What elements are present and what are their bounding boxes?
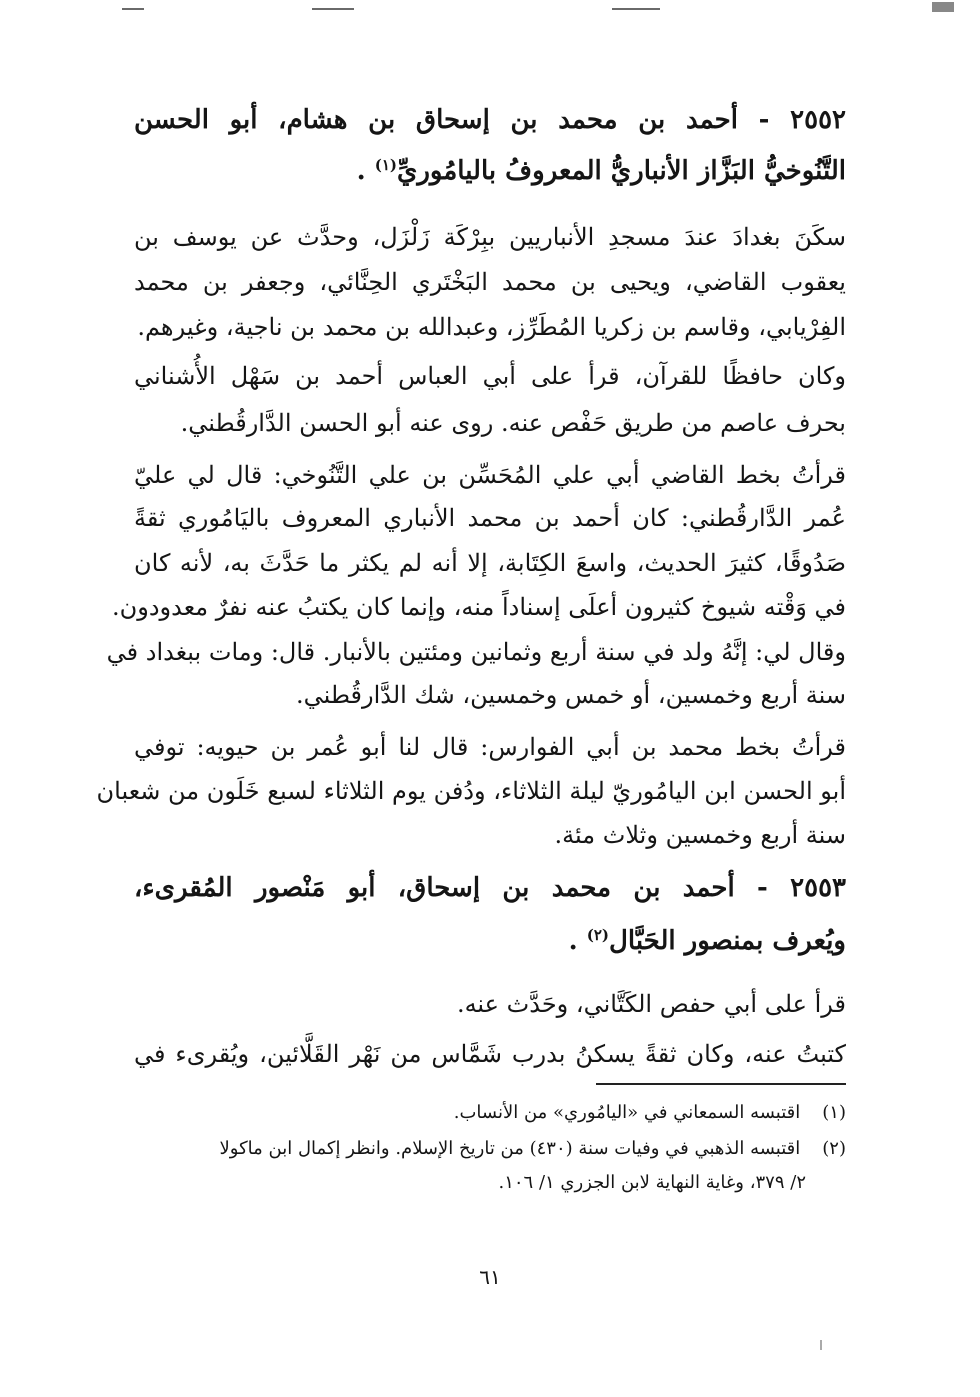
scan-mark [312,8,354,10]
paragraph-line: عُمر الدَّارقُطني: كان أحمد بن محمد الأنباري المعروف باليَامُوري ثقةً [134,504,846,532]
footnote [134,1098,846,1128]
footnote-text: اقتبسه السمعاني في «اليامُوري» من الأنساب. [453,1102,801,1123]
paragraph-line: بحرف عاصم من طريق حَفْص عنه. روى عنه أبو الحسن الدَّارقُطني. [180,409,846,437]
scan-mark [820,1340,822,1350]
paragraph-line: سنة أربع وخمسين، أو خمس وخمسين، شك الدَّارقُطني. [295,681,846,709]
paragraph-line: أبو الحسن ابن اليامُوريّ ليلة الثلاثاء، ودُفن يوم الثلاثاء لسبع خَلَون من شعبان [96,777,846,805]
paragraph-line: وقال لي: إنَّهُ ولد في سنة أربع وثمانين ومئتين بالأنبار. قال: ومات ببغداد في [106,638,846,666]
scan-mark [612,8,660,10]
entry-heading-line: ٢٥٥٣ - أحمد بن محمد بن إسحاق، أبو مَنْصور المُقرىء، [134,873,846,903]
entry-heading-line [134,915,846,955]
footnote-continuation: ٢/ ٣٧٩، وغاية النهاية لابن الجزري ١/ ١٠٦. [498,1172,806,1193]
page-number: ٦١ [479,1265,501,1289]
heading-end: . [356,156,375,186]
footnote-number: (١) [822,1102,846,1123]
scan-mark [122,8,144,10]
paragraph-line: كتبتُ عنه، وكان ثقةً يسكنُ بدرب شَمَّاس من نَهْر القَلَّائين، ويُقرىء في [134,1040,846,1068]
paragraph-line: صَدُوقًا، كثيرَ الحديث، واسعَ الكِتَابة، إلا أنه لم يكثر ما حَدَّثَ به، لأنه كان [134,549,846,577]
footnote-separator [596,1083,846,1085]
paragraph-line: قرأ على أبي حفص الكَتَّاني، وحَدَّث عنه. [456,990,846,1018]
footnote [134,1134,846,1164]
paragraph-line: الفِرْيابي، وقاسم بن زكريا المُطَرِّز، وعبدالله بن محمد بن ناجية، وغيرهم. [137,313,846,341]
footnote-number: (٢) [822,1138,846,1159]
entry-heading-line [134,145,846,185]
entry-heading-text: ويُعرف بمنصور الحَبَّال [609,926,846,956]
paragraph-line: يعقوب القاضي، ويحيى بن محمد البَخْتَري الحِنَّائي، وجعفر بن محمد [134,268,846,296]
entry-heading-line: ٢٥٥٢ - أحمد بن محمد بن إسحاق بن هشام، أبو الحسن [134,105,846,135]
paragraph-line: سنة أربع وخمسين وثلاث مئة. [554,821,846,849]
scan-mark [932,2,954,12]
paragraph-line: وكان حافظًا للقرآن، قرأ على أبي العباس أحمد بن سَهْل الأُشناني [134,362,846,390]
footnote-text: اقتبسه الذهبي في وفيات سنة (٤٣٠) من تاريخ الإسلام. وانظر إكمال ابن ماكولا [219,1138,801,1159]
paragraph-line: سكَنَ بغدادَ عندَ مسجدِ الأنباريين ببِرْكَة زَلْزَل، وحدَّث عن يوسف بن [134,223,846,251]
paragraph-line: قرأتُ بخط القاضي أبي علي المُحَسِّن بن علي التَّنُوخي: قال لي عليّ [134,461,846,489]
paragraph-line: في وَقْته شيوخ كثيرون أعلَى إسناداً منه، وإنما كان يكتبُ عنه نفرٌ معدودون. [111,593,846,621]
entry-heading-text: التَّنُوخيُّ البَزَّاز الأنباريُّ المعروفُ باليامُوريِّ [397,156,846,186]
footnote-ref[interactable]: (١) [374,156,398,174]
heading-end: . [568,926,587,956]
paragraph-line: قرأتُ بخط محمد بن أبي الفوارس: قال لنا أبو عُمر بن حيويه: توفي [134,733,846,761]
footnote-ref[interactable]: (٢) [586,926,610,944]
